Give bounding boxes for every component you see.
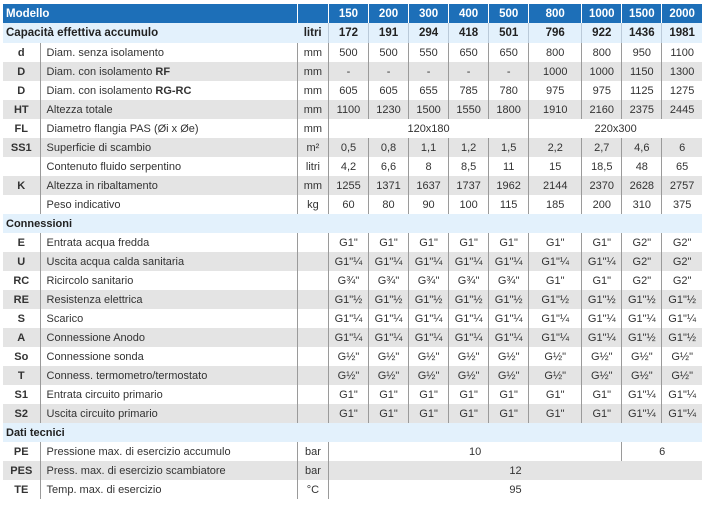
row-unit [297,233,328,252]
value-cell: 15 [529,157,582,176]
connection-row [3,328,702,347]
value-cell: G1" [328,233,368,252]
dimension-row [3,100,702,119]
value-cell: G1"½ [409,290,449,309]
row-code [3,195,40,214]
value-cell: 80 [369,195,409,214]
value-cell: G1"½ [622,328,662,347]
capacity-value: 191 [369,23,409,43]
value-cell: 650 [489,43,529,62]
technical-row [3,461,702,480]
row-unit [297,271,328,290]
value-cell: G1"¼ [668,312,697,325]
value-cell: G2" [662,252,702,271]
value-cell: G1" [582,404,622,423]
value-cell: 4,2 [328,157,368,176]
model-400: 400 [449,4,489,23]
dimension-row [3,157,702,176]
value-cell: 1910 [529,100,582,119]
value-cell: 780 [489,81,529,100]
value-cell: 1637 [409,176,449,195]
capacity-unit: litri [297,23,328,43]
row-code: RC [3,271,40,290]
value-cell: 1,2 [449,138,489,157]
row-label: Peso indicativo [40,195,297,214]
value-cell: G1"¼ [409,328,449,347]
value-cell: 550 [409,43,449,62]
value-cell: 6 [662,138,702,157]
capacity-value: 294 [409,23,449,43]
row-code: FL [3,119,40,138]
span-value: 220x300 [594,122,637,135]
model-1500: 1500 [622,4,662,23]
value-cell: G1" [489,404,529,423]
connection-row [3,271,702,290]
row-unit: bar [297,442,328,461]
header-unit [297,4,328,23]
value-cell: 975 [582,81,622,100]
value-cell: G1" [449,404,489,423]
value-cell: G¾" [489,271,529,290]
value-cell: G1" [582,233,622,252]
technical-row [3,480,702,499]
row-unit: kg [297,195,328,214]
row-label: Pressione max. di esercizio accumulo [40,442,297,461]
section-technical [3,423,702,442]
value-cell: G½" [369,366,409,385]
value-cell: 1275 [669,84,695,97]
value-cell: 1,1 [409,138,449,157]
row-code: U [3,252,40,271]
value-cell: G½" [409,347,449,366]
row-code: SS1 [3,138,40,157]
value-cell: G½" [328,347,368,366]
row-label: Connessione sonda [40,347,297,366]
value-cell: G1"¼ [489,309,529,328]
value-cell: 2144 [529,176,582,195]
value-cell: 18,5 [582,157,622,176]
row-label: Uscita circuito primario [40,404,297,423]
value-cell: 0,5 [328,138,368,157]
value-cell: 4,6 [622,138,662,157]
value-cell: G2" [622,252,662,271]
value-cell: G1"¼ [328,309,368,328]
value-cell: G1"¼ [409,309,449,328]
section-connections [3,214,702,233]
row-unit: mm [297,100,328,119]
value-cell: 1100 [328,100,368,119]
value-cell: 115 [489,195,529,214]
value-cell: 60 [328,195,368,214]
value-cell: - [328,62,368,81]
value-cell: 1125 [622,81,662,100]
value-cell: G2" [622,233,662,252]
value-cell: G½" [489,366,529,385]
row-label-emphasis: RF [155,65,171,78]
value-cell: G1"¼ [622,404,662,423]
value-cell: G1"½ [489,290,529,309]
dimension-row [3,43,702,62]
value-cell: 2,7 [582,138,622,157]
value-cell: 8 [409,157,449,176]
dimension-row [3,81,702,100]
value-cell: G½" [369,347,409,366]
value-cell: - [489,62,529,81]
value-cell: G½" [662,366,702,385]
value-cell: 800 [529,43,582,62]
row-unit: mm [297,119,328,138]
connection-row [3,233,702,252]
value-cell: G1" [369,233,409,252]
row-label: Contenuto fluido serpentino [40,157,297,176]
value-cell: G1"¼ [409,252,449,271]
value-cell: G¾" [369,271,409,290]
row-unit [297,290,328,309]
value-cell: G1" [328,385,368,404]
value-cell: G¾" [449,271,489,290]
row-label-emphasis: RG-RC [155,84,192,97]
row-label-text: Diam. con isolamento [46,65,156,78]
row-code [3,157,40,176]
technical-row [3,442,702,461]
row-unit: mm [297,62,328,81]
value-cell: G½" [529,366,582,385]
value-cell: 2,2 [529,138,582,157]
row-code: D [3,81,40,100]
value-cell: G1" [529,271,582,290]
value-cell: - [449,62,489,81]
value-cell: G¾" [409,271,449,290]
row-label [40,62,297,81]
value-cell: 1737 [449,176,489,195]
value-cell: G1" [529,385,582,404]
row-unit [297,366,328,385]
value-cell: 2628 [622,176,662,195]
row-label: Press. max. di esercizio scambiatore [40,461,297,480]
row-code: PES [3,461,40,480]
span-value: 10 [328,442,621,461]
value-cell: 1,5 [489,138,529,157]
row-code: A [3,328,40,347]
value-cell: G1" [449,233,489,252]
row-unit: mm [297,176,328,195]
row-unit [297,309,328,328]
value-cell: G½" [409,366,449,385]
row-code: TE [3,480,40,499]
model-300: 300 [409,4,449,23]
value-cell: G1"¼ [369,252,409,271]
value-cell: G1"¼ [369,328,409,347]
row-code: T [3,366,40,385]
value-cell: 785 [449,81,489,100]
value-cell: G1"¼ [662,404,702,423]
value-cell: 800 [582,43,622,62]
value-cell: 48 [622,157,662,176]
value-cell: G1"¼ [529,252,582,271]
value-cell: G½" [671,350,693,363]
value-cell: G1" [529,404,582,423]
value-cell: 2370 [582,176,622,195]
value-cell: G1" [582,385,622,404]
row-code: K [3,176,40,195]
value-cell: G1"½ [449,290,489,309]
row-label: Entrata acqua fredda [40,233,297,252]
dimension-row [3,62,702,81]
row-label: Connessione Anodo [40,328,297,347]
section-title: Connessioni [3,214,702,233]
value-cell: 0,8 [369,138,409,157]
value-cell: G1"½ [662,290,702,309]
capacity-value: 418 [449,23,489,43]
value-cell: G1"¼ [489,252,529,271]
dimension-row [3,195,702,214]
value-cell: G1" [449,385,489,404]
row-unit: mm [297,81,328,100]
value-cell: 1000 [582,62,622,81]
value-cell: G2" [672,274,692,287]
connection-row [3,366,702,385]
value-cell: 1962 [489,176,529,195]
row-unit [297,404,328,423]
value-cell: G1"½ [328,290,368,309]
value-cell: 375 [672,198,692,211]
value-cell: 1550 [449,100,489,119]
row-unit: mm [297,43,328,62]
row-label: Diam. senza isolamento [40,43,297,62]
value-cell: G1" [489,385,529,404]
value-cell: G1" [328,404,368,423]
connection-row [3,385,702,404]
row-unit [297,385,328,404]
span-value: 95 [509,483,522,496]
row-label: Altezza in ribaltamento [40,176,297,195]
value-cell: 605 [369,81,409,100]
model-150: 150 [328,4,368,23]
value-cell: G½" [582,366,622,385]
value-cell: G1" [409,404,449,423]
value-cell: 1100 [670,46,694,59]
row-unit [297,328,328,347]
value-cell: G2" [672,236,692,249]
value-cell: G1"¼ [582,252,622,271]
value-cell: 100 [449,195,489,214]
model-800: 800 [529,4,582,23]
dimension-row [3,119,702,138]
row-code: S1 [3,385,40,404]
header-row [3,4,702,23]
value-cell: G1"¼ [622,309,662,328]
value-cell: G½" [622,366,662,385]
value-cell: G1"½ [529,290,582,309]
value-cell: 2445 [662,100,702,119]
row-unit [297,252,328,271]
row-code: d [3,43,40,62]
value-cell: G1" [409,385,449,404]
value-cell: G1" [369,385,409,404]
row-unit: m² [297,138,328,157]
value-cell: - [409,62,449,81]
value-cell: G1"¼ [449,328,489,347]
row-label: Temp. max. di esercizio [40,480,297,499]
value-cell: G1"¼ [369,309,409,328]
row-label: Ricircolo sanitario [40,271,297,290]
value-cell: G1"½ [582,290,622,309]
row-label: Diametro flangia PAS (Øi x Øe) [40,119,297,138]
dimension-row [3,176,702,195]
row-label-text: Diam. con isolamento [46,84,156,97]
row-label: Resistenza elettrica [40,290,297,309]
value-cell: - [369,62,409,81]
header-title: Modello [3,4,297,23]
span-value: 6 [659,445,666,458]
value-cell: 2757 [662,176,702,195]
value-cell: G½" [622,347,662,366]
row-unit: bar [297,461,328,480]
model-1000: 1000 [582,4,622,23]
value-cell: 185 [529,195,582,214]
value-cell: 8,5 [449,157,489,176]
capacity-value: 172 [328,23,368,43]
row-label: Entrata circuito primario [40,385,297,404]
value-cell: 6,6 [369,157,409,176]
value-cell: G1"¼ [582,309,622,328]
value-cell: 1371 [369,176,409,195]
span-value: 12 [328,461,702,480]
capacity-row [3,23,702,43]
value-cell: G1"½ [622,290,662,309]
row-label: Scarico [40,309,297,328]
row-label: Uscita acqua calda sanitaria [40,252,297,271]
value-cell: G1" [582,271,622,290]
row-unit [297,347,328,366]
value-cell: 11 [489,157,529,176]
value-cell: G1" [409,233,449,252]
row-label: Altezza totale [40,100,297,119]
row-code: HT [3,100,40,119]
value-cell: G1"½ [369,290,409,309]
dimension-row [3,138,702,157]
row-code: PE [3,442,40,461]
value-cell: G1"¼ [449,252,489,271]
value-cell: G1"¼ [489,328,529,347]
model-500: 500 [489,4,529,23]
value-cell: G1" [489,233,529,252]
span-value: 120x180 [328,119,528,138]
row-label: Conness. termometro/termostato [40,366,297,385]
value-cell: 1255 [328,176,368,195]
value-cell: G1" [369,404,409,423]
connection-row [3,309,702,328]
capacity-value: 1436 [622,23,662,43]
row-code: RE [3,290,40,309]
row-unit: °C [297,480,328,499]
row-code: S [3,309,40,328]
connection-row [3,252,702,271]
connection-row [3,404,702,423]
value-cell: 200 [582,195,622,214]
value-cell: G1"¼ [529,328,582,347]
value-cell: 1800 [489,100,529,119]
value-cell: G1"¼ [582,328,622,347]
value-cell: 65 [676,160,689,173]
model-2000: 2000 [662,4,702,23]
value-cell: G1"½ [662,328,702,347]
row-code: So [3,347,40,366]
value-cell: G1"¼ [449,309,489,328]
value-cell: G1"¼ [328,252,368,271]
value-cell: 1150 [622,62,662,81]
value-cell: G1"¼ [529,309,582,328]
value-cell: 1230 [369,100,409,119]
value-cell: 2160 [582,100,622,119]
value-cell: 500 [328,43,368,62]
capacity-value: 1981 [662,23,702,43]
capacity-value: 501 [489,23,529,43]
value-cell: G1" [529,233,582,252]
row-label [40,81,297,100]
row-code: E [3,233,40,252]
value-cell: 1300 [662,62,702,81]
connection-row [3,290,702,309]
model-200: 200 [369,4,409,23]
value-cell: G½" [449,366,489,385]
value-cell: 2375 [622,100,662,119]
value-cell: 650 [449,43,489,62]
row-code: S2 [3,404,40,423]
value-cell: G1"¼ [668,388,697,401]
value-cell: G½" [582,347,622,366]
row-code: D [3,62,40,81]
value-cell: 1000 [529,62,582,81]
spec-table [3,4,702,499]
value-cell: 605 [328,81,368,100]
value-cell: 310 [622,195,662,214]
value-cell: G½" [489,347,529,366]
value-cell: G1"¼ [622,385,662,404]
section-title: Dati tecnici [3,423,702,442]
value-cell: 950 [622,43,662,62]
value-cell: 500 [369,43,409,62]
value-cell: G2" [622,271,662,290]
value-cell: G½" [449,347,489,366]
value-cell: G¾" [328,271,368,290]
value-cell: 1500 [409,100,449,119]
capacity-value: 922 [582,23,622,43]
row-unit: litri [297,157,328,176]
value-cell: G1"¼ [328,328,368,347]
row-label: Superficie di scambio [40,138,297,157]
value-cell: 655 [409,81,449,100]
value-cell: 975 [529,81,582,100]
value-cell: G½" [529,347,582,366]
capacity-label: Capacità effettiva accumulo [3,23,297,43]
connection-row [3,347,702,366]
value-cell: 90 [409,195,449,214]
capacity-value: 796 [529,23,582,43]
value-cell: G½" [328,366,368,385]
